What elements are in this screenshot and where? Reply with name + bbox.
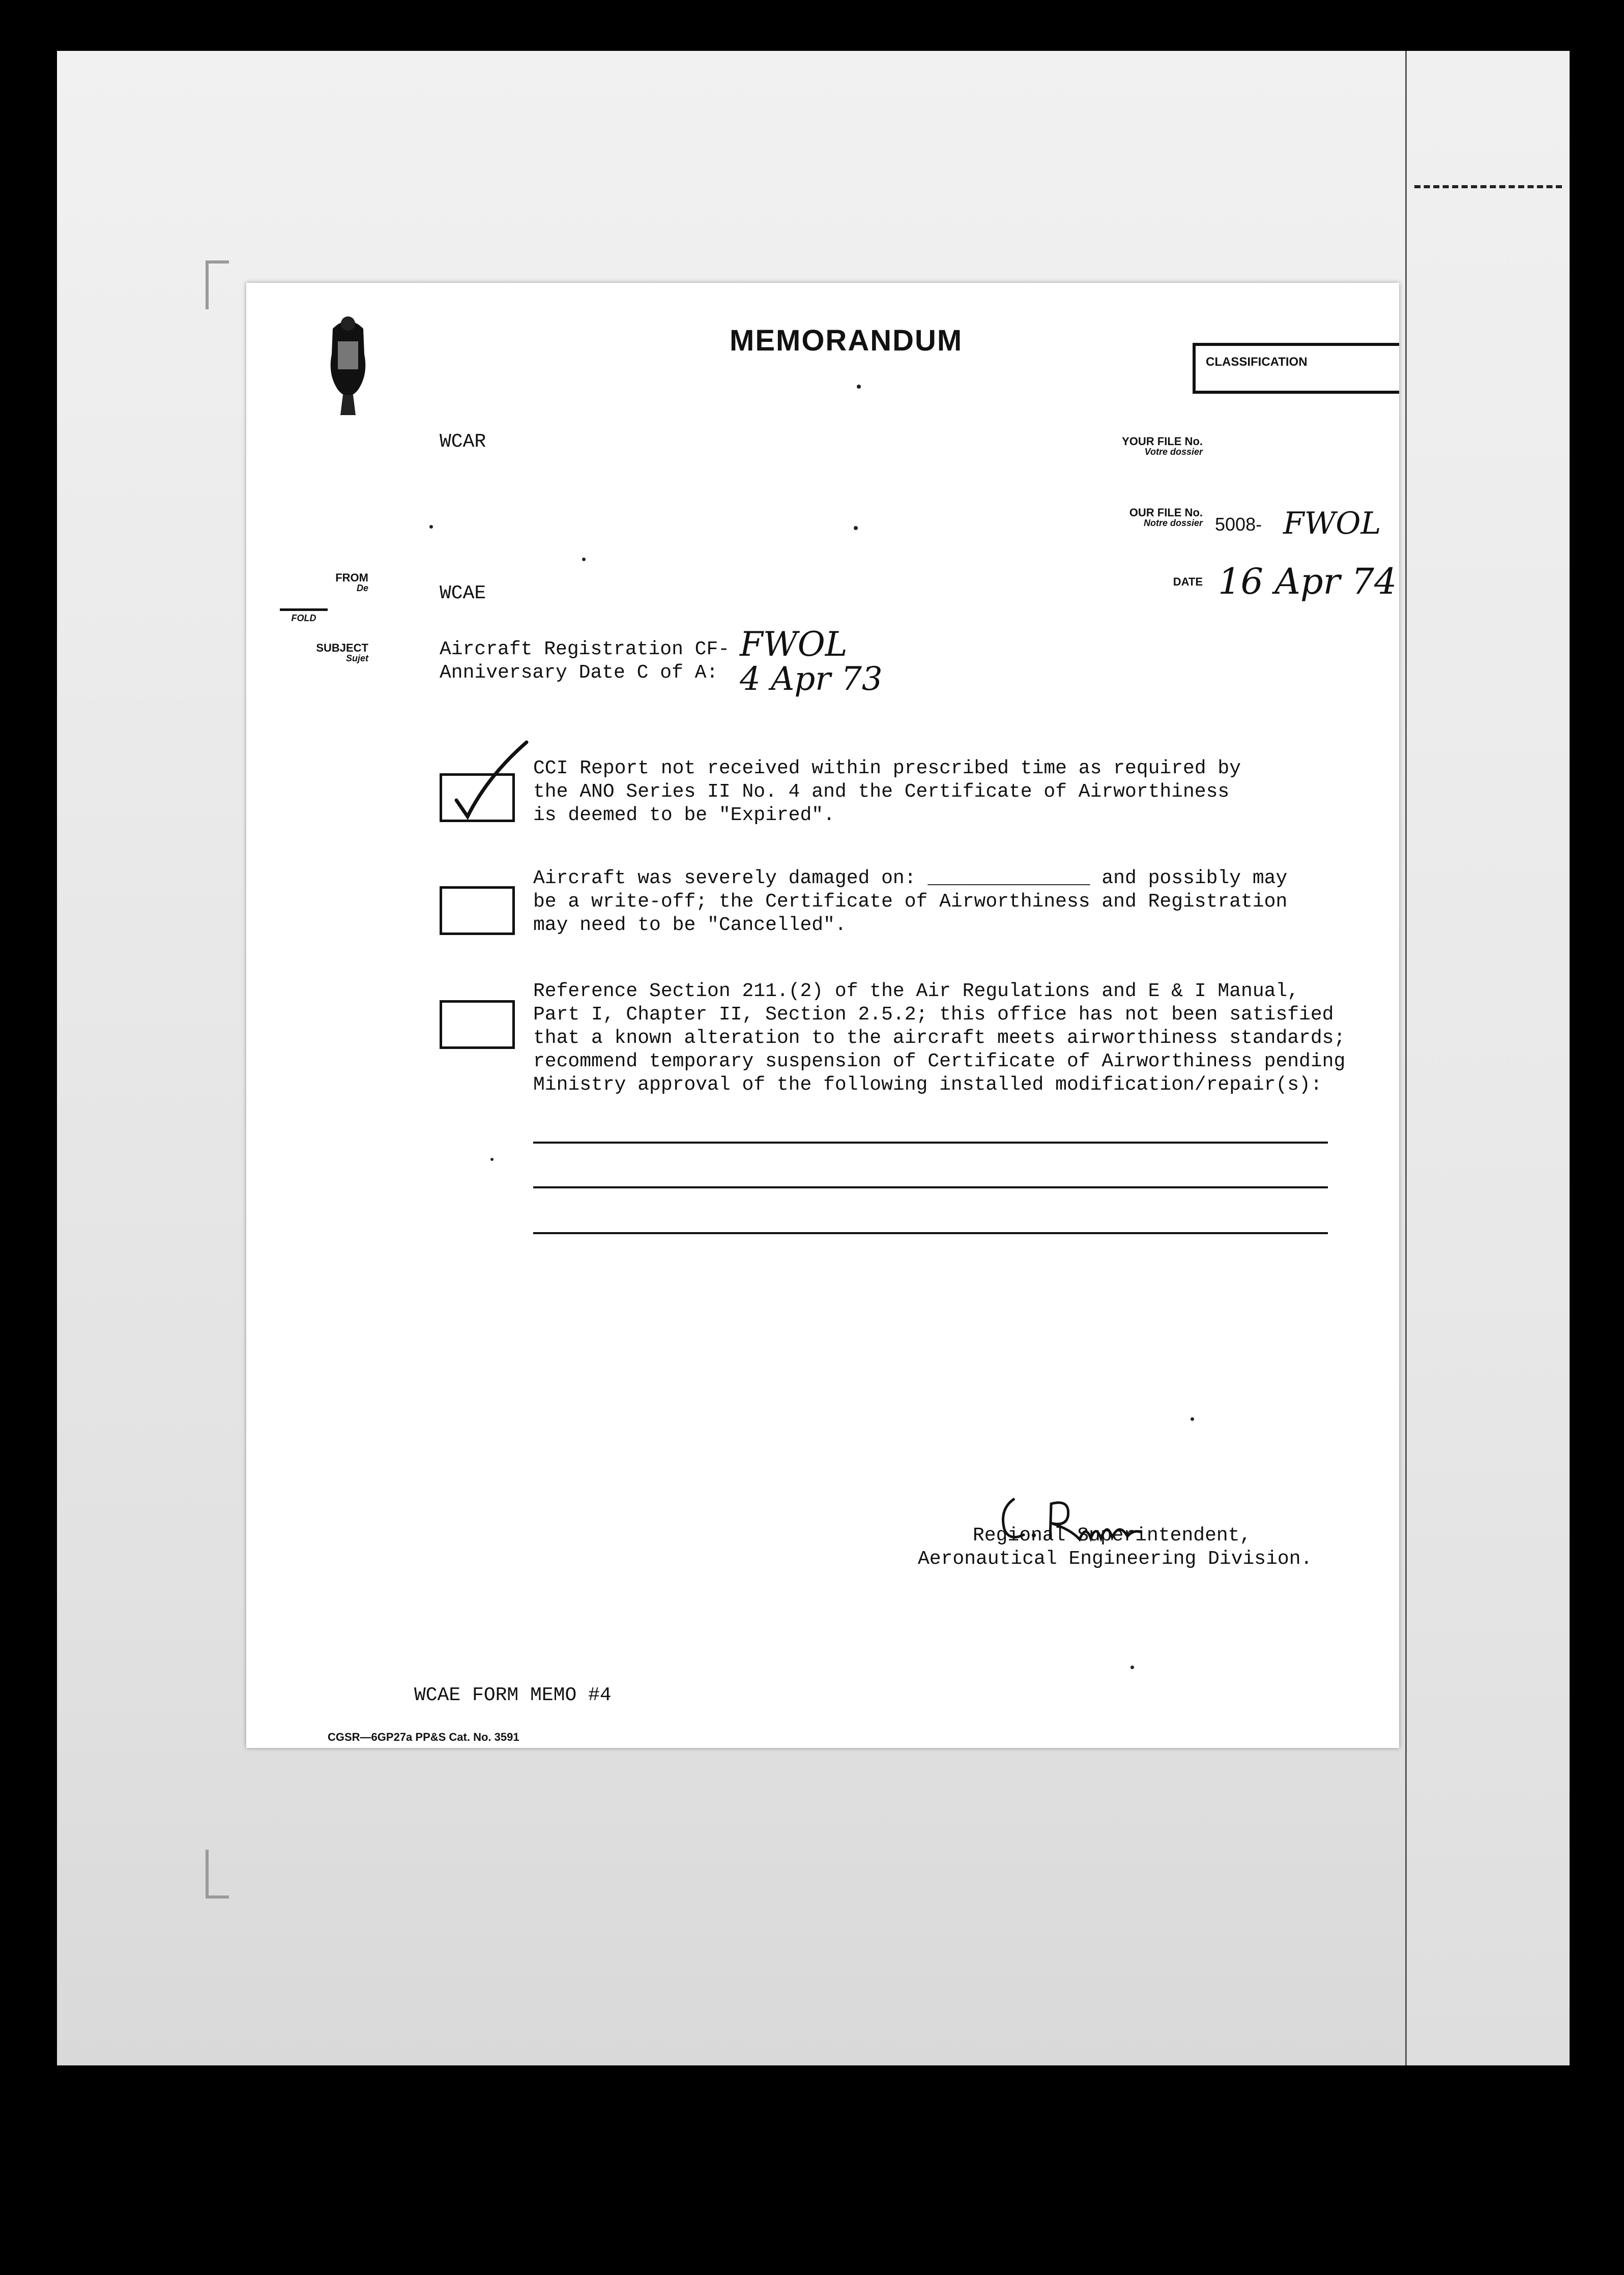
modification-line-2[interactable]	[533, 1186, 1328, 1188]
to-value: WCAR	[440, 431, 486, 453]
damaged-checkbox[interactable]	[440, 886, 515, 935]
subject-label	[297, 642, 368, 663]
option-2-line-3: may need to be "Cancelled".	[533, 914, 847, 936]
subject-label-fr: Sujet	[345, 653, 368, 664]
option-3-line-3: that a known alteration to the aircraft meets airworthiness standards;	[533, 1027, 1346, 1049]
your-file-label	[1040, 435, 1203, 457]
our-file-number: 5008-	[1215, 514, 1262, 535]
subject-line-2: Anniversary Date C of A:	[440, 662, 718, 684]
option-1-line-1: CCI Report not received within prescribed time as required by	[533, 757, 1241, 779]
print-code: CGSR—6GP27a PP&S Cat. No. 3591	[328, 1731, 519, 1743]
subject-registration-handwritten: FWOL	[740, 625, 848, 664]
signatory-title-line-1: Regional Superintendent,	[973, 1525, 1252, 1547]
option-1-line-3: is deemed to be "Expired".	[533, 804, 835, 826]
date-label: DATE	[1173, 575, 1203, 588]
subject-label-en: SUBJECT	[316, 641, 368, 654]
corner-bracket-bottom	[206, 1850, 229, 1899]
from-label	[307, 572, 368, 593]
scan-speck	[429, 525, 433, 529]
anniversary-handwritten: 4 Apr 73	[740, 660, 883, 698]
scan-speck	[1191, 1417, 1194, 1421]
your-file-label-en: YOUR FILE No.	[1122, 435, 1203, 448]
corner-bracket-top	[206, 260, 229, 309]
fold-label: FOLD	[291, 613, 316, 623]
scan-speck	[857, 385, 861, 389]
our-file-handwritten: FWOL	[1283, 506, 1381, 541]
suspension-checkbox[interactable]	[440, 1000, 515, 1049]
option-1-line-2: the ANO Series II No. 4 and the Certificate of Airworthiness	[533, 781, 1230, 803]
from-value: WCAE	[440, 582, 486, 604]
scan-speck	[582, 558, 586, 561]
from-label-fr: De	[356, 583, 368, 594]
date-handwritten: 16 Apr 74	[1218, 561, 1397, 602]
signatory-title-line-2: Aeronautical Engineering Division.	[918, 1548, 1313, 1570]
dashed-mark	[1414, 185, 1562, 188]
form-name: WCAE FORM MEMO #4	[414, 1684, 612, 1706]
modification-line-1[interactable]	[533, 1142, 1328, 1144]
subject-line-1: Aircraft Registration CF-	[440, 638, 730, 660]
option-3-line-2: Part I, Chapter II, Section 2.5.2; this office has not been satisfied	[533, 1004, 1334, 1026]
classification-label: CLASSIFICATION	[1206, 355, 1308, 369]
memo-sheet	[246, 283, 1399, 1748]
expired-checkbox[interactable]	[440, 773, 515, 822]
folder-edge	[1405, 51, 1570, 2065]
coat-of-arms-logo	[317, 313, 379, 425]
memo-title: MEMORANDUM	[730, 324, 963, 357]
scan-speck	[1130, 1666, 1134, 1669]
classification-box	[1193, 343, 1399, 394]
your-file-label-fr: Votre dossier	[1144, 447, 1203, 457]
option-3-line-4: recommend temporary suspension of Certificate of Airworthiness pending	[533, 1051, 1346, 1072]
option-3-line-1: Reference Section 211.(2) of the Air Regulations and E & I Manual,	[533, 980, 1299, 1002]
modification-line-3[interactable]	[533, 1232, 1328, 1234]
our-file-label	[1040, 507, 1203, 528]
our-file-label-fr: Notre dossier	[1143, 518, 1203, 529]
scan-speck	[854, 526, 858, 530]
from-label-en: FROM	[335, 571, 368, 584]
fold-rule	[280, 608, 328, 611]
option-3-line-5: Ministry approval of the following installed modification/repair(s):	[533, 1074, 1322, 1096]
our-file-label-en: OUR FILE No.	[1129, 506, 1203, 519]
scan-speck	[490, 1158, 494, 1161]
option-2-line-1: Aircraft was severely damaged on: ______________ and possibly may	[533, 867, 1288, 889]
option-2-line-2: be a write-off; the Certificate of Airworthiness and Registration	[533, 891, 1288, 913]
